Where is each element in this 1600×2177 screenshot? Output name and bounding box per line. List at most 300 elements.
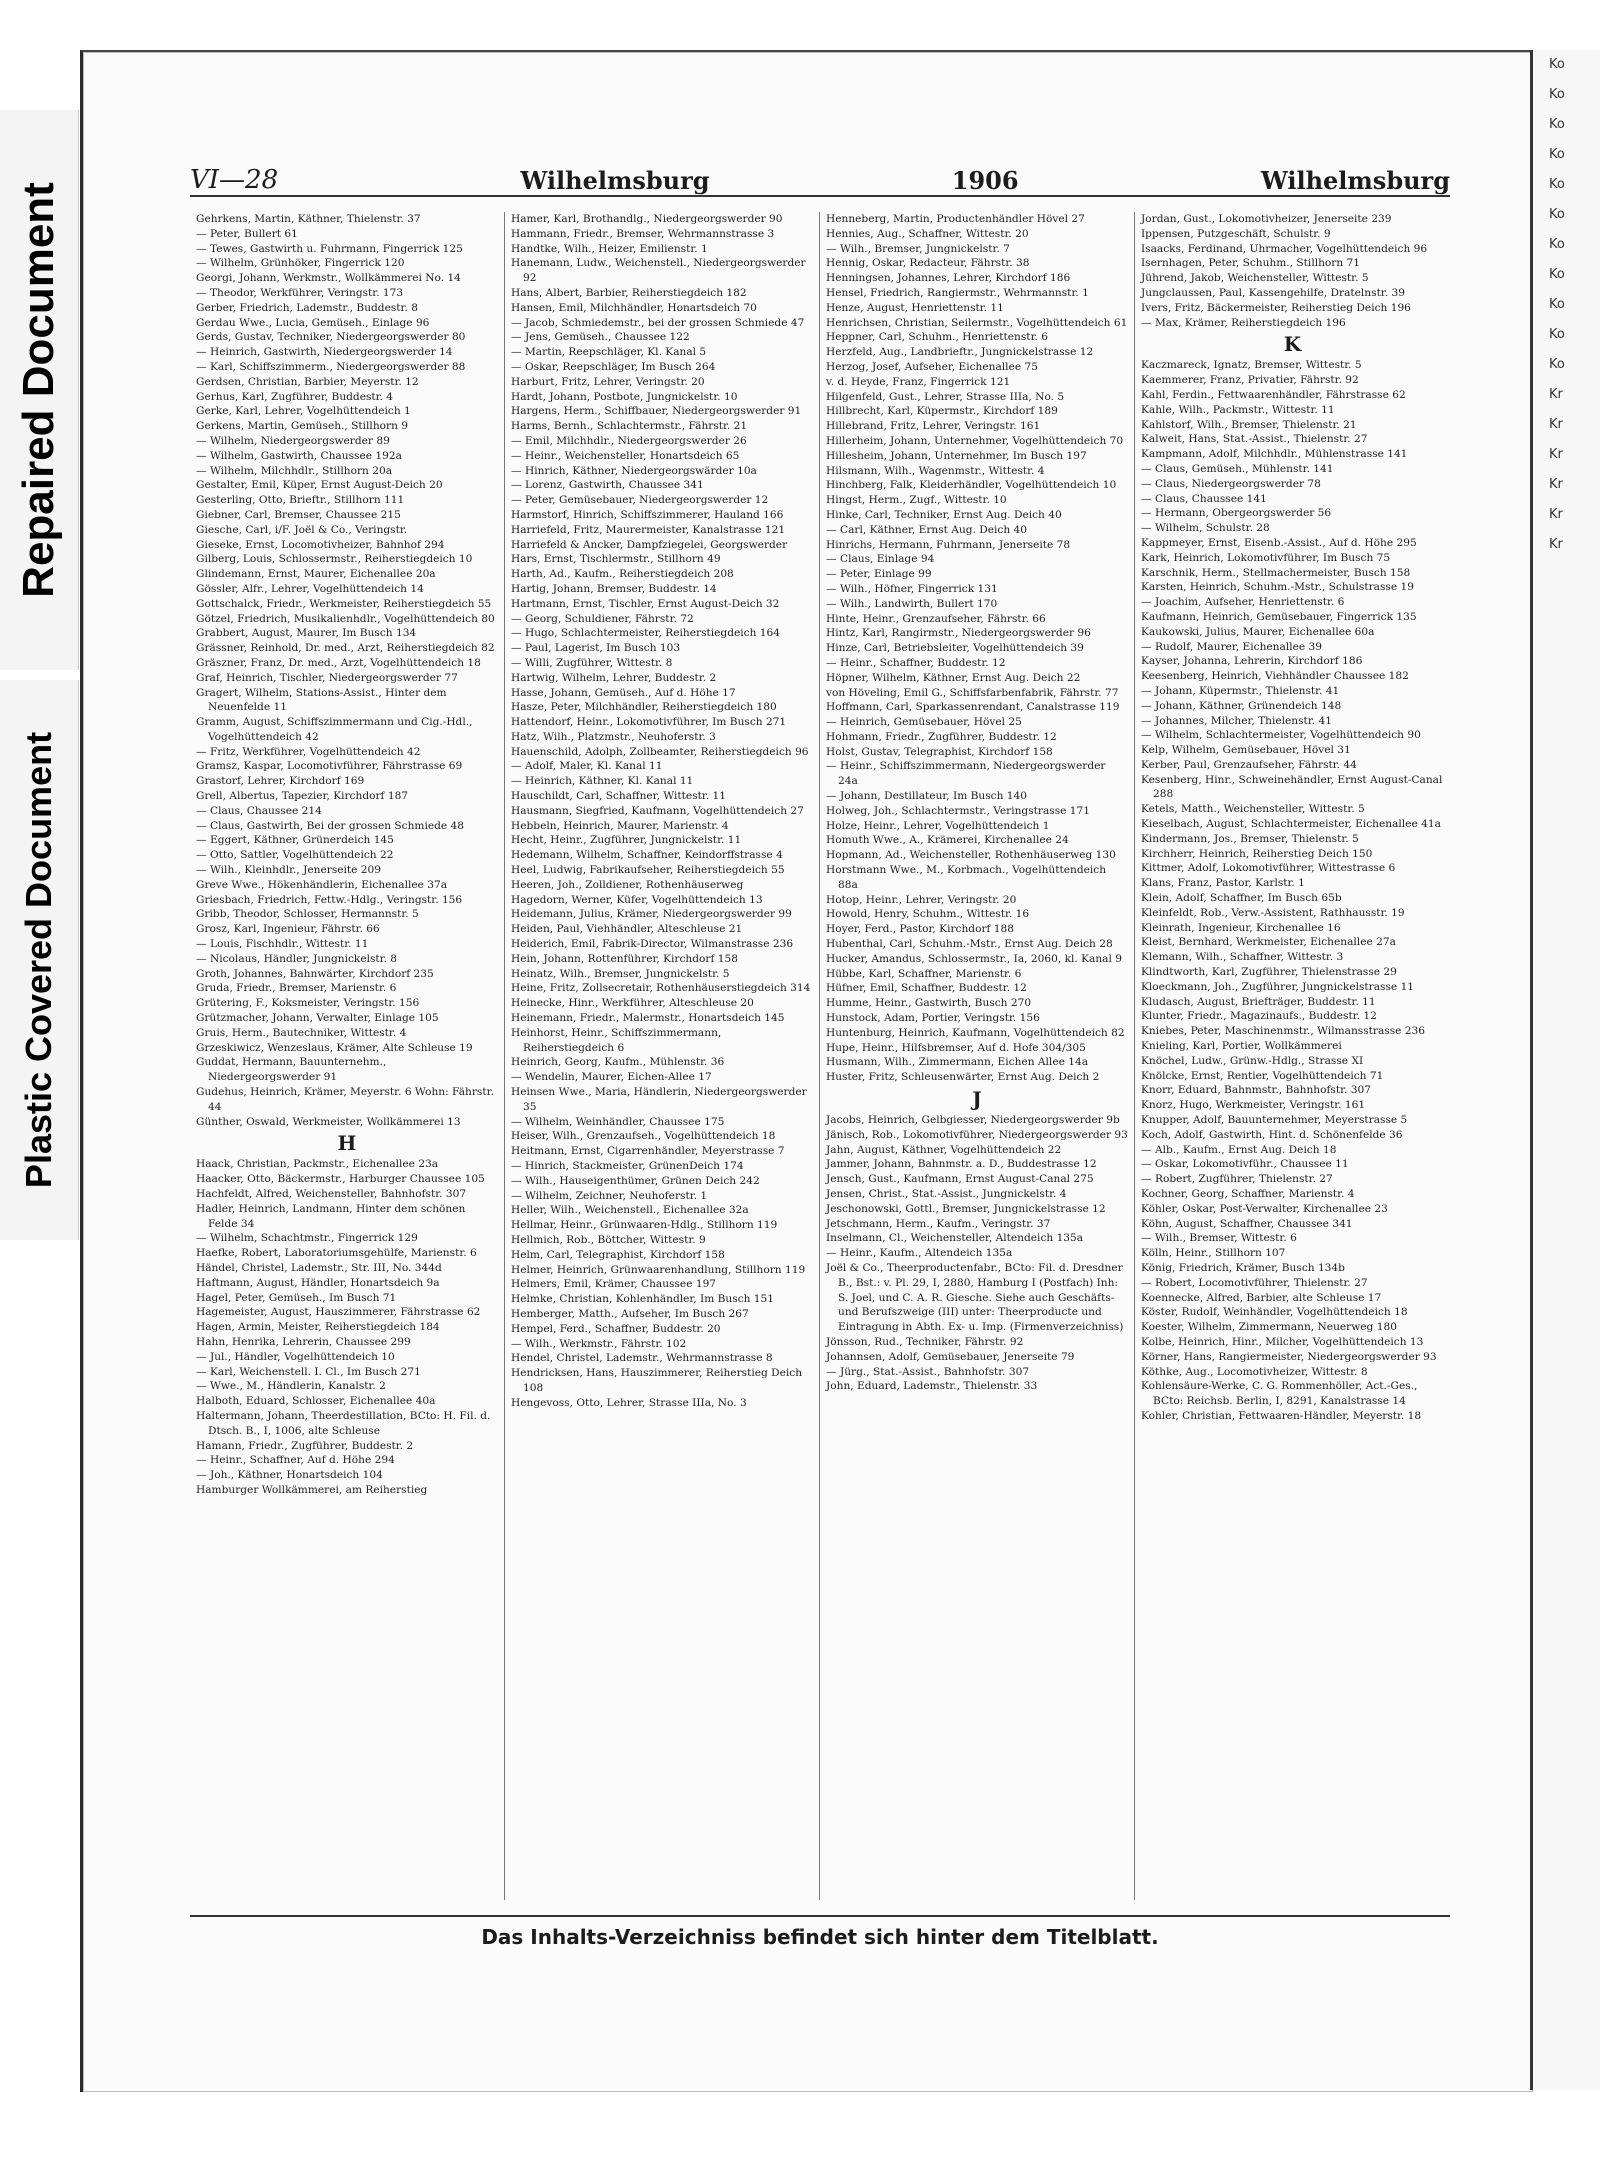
directory-entry: Haftmann, August, Händler, Honartsdeich 9a <box>196 1276 440 1289</box>
directory-entry: Heinrich, Georg, Kaufm., Mühlenstr. 36 <box>511 1056 725 1069</box>
directory-entry: Guddat, Hermann, Bauunternehm., Niedergeorgswerder 91 <box>196 1056 387 1084</box>
directory-entry: — Wilhelm, Schlachtermeister, Vogelhüttendeich 90 <box>1141 729 1421 742</box>
directory-entry: Jeschonowski, Gottl., Bremser, Jungnickelstrasse 12 <box>826 1202 1106 1215</box>
directory-entry: — Lorenz, Gastwirth, Chaussee 341 <box>511 479 704 492</box>
directory-entry: — Tewes, Gastwirth u. Fuhrmann, Fingerrick 125 <box>196 242 463 255</box>
directory-entry: Henrichsen, Christian, Seilermstr., Vogelhüttendeich 61 <box>826 316 1128 329</box>
directory-entry: Hinze, Carl, Betriebsleiter, Vogelhüttendeich 39 <box>826 642 1084 655</box>
directory-entry: Keesenberg, Heinrich, Viehhändler Chaussee 182 <box>1141 670 1409 683</box>
directory-entry: v. d. Heyde, Franz, Fingerrick 121 <box>826 375 1011 388</box>
directory-entry: König, Friedrich, Krämer, Busch 134b <box>1141 1261 1345 1274</box>
directory-entry: Harmstorf, Hinrich, Schiffszimmerer, Hauland 166 <box>511 508 784 521</box>
directory-entry: — Robert, Zugführer, Thielenstr. 27 <box>1141 1173 1333 1186</box>
directory-entry: Kappmeyer, Ernst, Eisenb.-Assist., Auf d. Höhe 295 <box>1141 536 1417 549</box>
directory-entry: Giesche, Carl, i/F. Joël & Co., Veringstr. <box>196 523 408 536</box>
directory-entry: — Paul, Lagerist, Im Busch 103 <box>511 642 681 655</box>
directory-entry: — Karl, Weichenstell. I. Cl., Im Busch 271 <box>196 1365 421 1378</box>
next-page-fragment: Kr <box>1549 507 1563 522</box>
directory-entry: Gerke, Karl, Lehrer, Vogelhüttendeich 1 <box>196 405 411 418</box>
directory-entry: Harth, Ad., Kaufm., Reiherstiegdeich 208 <box>511 568 734 581</box>
directory-entry: Graf, Heinrich, Tischler, Niedergeorgswerder 77 <box>196 671 458 684</box>
directory-entry: — Robert, Locomotivführer, Thielenstr. 27 <box>1141 1276 1368 1289</box>
directory-entry: — Joh., Käthner, Honartsdeich 104 <box>196 1469 383 1482</box>
footer-note: Das Inhalts-Verzeichniss befindet sich hinter dem Titelblatt. <box>190 1915 1450 1949</box>
directory-entry: Grell, Albertus, Tapezier, Kirchdorf 187 <box>196 790 409 803</box>
directory-entry: Hartig, Johann, Bremser, Buddestr. 14 <box>511 582 717 595</box>
directory-entry: Joël & Co., Theerproductenfabr., BCto: Fil. d. Dresdner B., Bst.: v. Pl. 29, I, 2880, Hamburg I (Postfach) Inh: S. Joel, und C. A. R. Giesche. Siehe auch Geschäfts- und Berufszweige (III) unter: Theerproducte und Eintragung in Abth. Ex- u. Imp. (Firmenverzeichniss) <box>826 1261 1124 1334</box>
directory-entry: Hunstock, Adam, Portier, Veringstr. 156 <box>826 1012 1040 1025</box>
directory-entry: — Heinrich, Gemüsebauer, Hövel 25 <box>826 716 1022 729</box>
directory-entry: — Wilh., Kleinhdlr., Jenerseite 209 <box>196 864 382 877</box>
column-3 <box>820 212 1135 1900</box>
directory-entry: Helm, Carl, Telegraphist, Kirchdorf 158 <box>511 1248 725 1261</box>
directory-entry: — Peter, Einlage 99 <box>826 568 932 581</box>
page-number: VI—28 <box>190 165 279 195</box>
directory-entry: Günther, Oswald, Werkmeister, Wollkämmerei 13 <box>196 1115 461 1128</box>
directory-entry: Hillebrand, Fritz, Lehrer, Veringstr. 161 <box>826 420 1041 433</box>
directory-entry: — Otto, Sattler, Vogelhüttendeich 22 <box>196 849 394 862</box>
directory-entry: Hasze, Peter, Milchhändler, Reiherstiegdeich 180 <box>511 701 777 714</box>
next-page-fragment: Ko <box>1549 207 1565 222</box>
directory-entry: Heiden, Paul, Viehhändler, Alteschleuse 21 <box>511 923 743 936</box>
directory-entry: — Johann, Destillateur, Im Busch 140 <box>826 790 1028 803</box>
directory-entry: Kaczmareck, Ignatz, Bremser, Wittestr. 5 <box>1141 359 1362 372</box>
header-right-title: Wilhelmsburg <box>1260 166 1450 195</box>
directory-entry: Heiderich, Emil, Fabrik-Director, Wilmanstrasse 236 <box>511 938 794 951</box>
directory-entry: — Heinr., Schaffner, Auf d. Höhe 294 <box>196 1454 395 1467</box>
directory-entry: Hebbeln, Heinrich, Maurer, Marienstr. 4 <box>511 819 729 832</box>
directory-entry: Gössler, Alfr., Lehrer, Vogelhüttendeich 14 <box>196 582 424 595</box>
directory-entry: Hagel, Peter, Gemüseh., Im Busch 71 <box>196 1291 397 1304</box>
next-page-fragment: Ko <box>1549 57 1565 72</box>
directory-entry: — Oskar, Reepschläger, Im Busch 264 <box>511 360 716 373</box>
directory-entry: Heinecke, Hinr., Werkführer, Alteschleuse 20 <box>511 997 754 1010</box>
directory-entry: Hartwig, Wilhelm, Lehrer, Buddestr. 2 <box>511 671 717 684</box>
directory-entry: Gottschalck, Friedr., Werkmeister, Reiherstiegdeich 55 <box>196 597 492 610</box>
directory-entry: Karsten, Heinrich, Schuhm.-Mstr., Schulstrasse 19 <box>1141 581 1414 594</box>
directory-entry: Hardt, Johann, Postbote, Jungnickelstr. 10 <box>511 390 738 403</box>
next-page-fragment: Ko <box>1549 147 1565 162</box>
directory-entry: Griesbach, Friedrich, Fettw.-Hdlg., Veringstr. 156 <box>196 893 463 906</box>
column-1 <box>190 212 505 1900</box>
directory-entry: Köster, Rudolf, Weinhändler, Vogelhüttendeich 18 <box>1141 1306 1408 1319</box>
directory-entry: Hengevoss, Otto, Lehrer, Strasse IIIa, No. 3 <box>511 1396 747 1409</box>
directory-entry: Kleist, Bernhard, Werkmeister, Eichenallee 27a <box>1141 936 1396 949</box>
directory-entry: Hinchberg, Falk, Kleiderhändler, Vogelhüttendeich 10 <box>826 479 1117 492</box>
directory-entry: Kaufmann, Heinrich, Gemüsebauer, Fingerrick 135 <box>1141 610 1417 623</box>
directory-entry: Gerkens, Martin, Gemüseh., Stillhorn 9 <box>196 420 409 433</box>
directory-entry: Giebner, Carl, Bremser, Chaussee 215 <box>196 508 401 521</box>
directory-entry: Kludasch, August, Briefträger, Buddestr. 11 <box>1141 995 1376 1008</box>
directory-entry: — Peter, Bullert 61 <box>196 227 298 240</box>
directory-entry: Kaemmerer, Franz, Privatier, Fährstr. 92 <box>1141 374 1359 387</box>
directory-entry: Kark, Heinrich, Lokomotivführer, Im Busch 75 <box>1141 551 1391 564</box>
directory-entry: — Karl, Schiffszimmerm., Niedergeorgswerder 88 <box>196 360 466 373</box>
directory-entry: Hauenschild, Adolph, Zollbeamter, Reiherstiegdeich 96 <box>511 745 809 758</box>
repaired-document-label: Repaired Document <box>14 182 64 598</box>
directory-entry: — Claus, Chaussee 141 <box>1141 492 1267 505</box>
directory-entry: Kochner, Georg, Schaffner, Marienstr. 4 <box>1141 1188 1355 1200</box>
next-page-edge <box>1530 50 1600 2090</box>
directory-entry: Knorz, Hugo, Werkmeister, Veringstr. 161 <box>1141 1099 1366 1112</box>
directory-entry: Haltermann, Johann, Theerdestillation, BCto: H. Fil. d. Dtsch. B., I, 1006, alte Schleuse <box>196 1409 491 1437</box>
directory-entry: — Max, Krämer, Reiherstiegdeich 196 <box>1141 316 1346 329</box>
directory-entry: — Wilh., Höfner, Fingerrick 131 <box>826 582 998 595</box>
directory-entry: Hillesheim, Johann, Unternehmer, Im Busch 197 <box>826 449 1087 462</box>
directory-entry: Kaukowski, Julius, Maurer, Eichenallee 60a <box>1141 625 1375 638</box>
directory-entry: Kerber, Paul, Grenzaufseher, Fährstr. 44 <box>1141 758 1357 771</box>
directory-entry: Huntenburg, Heinrich, Kaufmann, Vogelhüttendeich 82 <box>826 1026 1125 1039</box>
directory-entry: Henningsen, Johannes, Lehrer, Kirchdorf 186 <box>826 272 1071 285</box>
directory-entry: Heidemann, Julius, Krämer, Niedergeorgswerder 99 <box>511 908 792 921</box>
directory-entry: Hachfeldt, Alfred, Weichensteller, Bahnhofstr. 307 <box>196 1188 467 1200</box>
directory-entry: — Heinrich, Käthner, Kl. Kanal 11 <box>511 775 694 788</box>
directory-entry: Helmke, Christian, Kohlenhändler, Im Busch 151 <box>511 1293 775 1306</box>
directory-entry: Kolbe, Heinrich, Hinr., Milcher, Vogelhüttendeich 13 <box>1141 1335 1424 1348</box>
directory-entry: Gerds, Gustav, Techniker, Niedergeorgswerder 80 <box>196 331 466 344</box>
directory-entry: Klans, Franz, Pastor, Karlstr. 1 <box>1141 877 1305 890</box>
directory-entry: Heinsen Wwe., Maria, Händlerin, Niedergeorgswerder 35 <box>511 1086 807 1113</box>
directory-entry: Kölln, Heinr., Stillhorn 107 <box>1141 1247 1286 1260</box>
directory-entry: Hendel, Christel, Lademstr., Wehrmannstrasse 8 <box>511 1352 773 1365</box>
directory-entry: Jensch, Gust., Kaufmann, Ernst August-Canal 275 <box>826 1173 1094 1186</box>
directory-entry: Holweg, Joh., Schlachtermstr., Veringstrasse 171 <box>826 804 1091 817</box>
directory-entry: Heel, Ludwig, Fabrikaufseher, Reiherstiegdeich 55 <box>511 864 785 877</box>
next-page-fragment: Ko <box>1549 237 1565 252</box>
directory-entry: — Fritz, Werkführer, Vogelhüttendeich 42 <box>196 745 421 758</box>
directory-entry: Hagedorn, Werner, Küfer, Vogelhüttendeich 13 <box>511 893 763 906</box>
directory-entry: Huster, Fritz, Schleusenwärter, Ernst Aug. Deich 2 <box>826 1071 1100 1084</box>
directory-entry: Handtke, Wilh., Heizer, Emilienstr. 1 <box>511 242 708 255</box>
directory-entry: Herzfeld, Aug., Landbrieftr., Jungnickelstrasse 12 <box>826 346 1094 359</box>
directory-entry: Kleinrath, Ingenieur, Kirchenallee 16 <box>1141 921 1341 934</box>
directory-entry: Husmann, Wilh., Zimmermann, Eichen Allee 14a <box>826 1056 1089 1069</box>
directory-entry: Halboth, Eduard, Schlosser, Eichenallee 40a <box>196 1395 436 1408</box>
directory-entry: Gestalter, Emil, Küper, Ernst August-Deich 20 <box>196 479 443 492</box>
directory-entry: Hansen, Emil, Milchhändler, Honartsdeich 70 <box>511 301 757 314</box>
directory-entry: Kahlstorf, Wilh., Bremser, Thielenstr. 21 <box>1141 418 1357 431</box>
directory-entry: Horstmann Wwe., M., Korbmach., Vogelhüttendeich 88a <box>826 864 1107 891</box>
directory-entry: — Heinr., Schaffner, Buddestr. 12 <box>826 656 1006 669</box>
directory-entry: Klunter, Friedr., Magazinaufs., Buddestr. 12 <box>1141 1010 1377 1023</box>
directory-entry: Helmer, Heinrich, Grünwaarenhandlung, Stillhorn 119 <box>511 1263 806 1276</box>
directory-entry: Kindermann, Jos., Bremser, Thielenstr. 5 <box>1141 832 1359 845</box>
directory-entry: Heiser, Wilh., Grenzaufseh., Vogelhüttendeich 18 <box>511 1130 776 1143</box>
directory-entry: Heinhorst, Heinr., Schiffszimmermann, Reiherstiegdeich 6 <box>511 1026 722 1054</box>
directory-entry: — Eggert, Käthner, Grünerdeich 145 <box>196 834 394 847</box>
directory-entry: Georgi, Johann, Werkmstr., Wollkämmerei No. 14 <box>196 272 461 285</box>
directory-entry: Hartmann, Ernst, Tischler, Ernst August-Deich 32 <box>511 597 780 610</box>
directory-entry: Hahn, Henrika, Lehrerin, Chaussee 299 <box>196 1335 411 1348</box>
directory-entry: — Oskar, Lokomotivführ., Chaussee 11 <box>1141 1158 1349 1171</box>
next-page-fragment: Kr <box>1549 477 1563 492</box>
directory-entry: Jührend, Jakob, Weichensteller, Wittestr. 5 <box>1141 272 1369 285</box>
next-page-fragment: Ko <box>1549 357 1565 372</box>
directory-entry: Haacker, Otto, Bäckermstr., Harburger Chaussee 105 <box>196 1173 485 1186</box>
directory-entry: Jahn, August, Käthner, Vogelhüttendeich 22 <box>826 1143 1062 1156</box>
directory-entry: Gragert, Wilhelm, Stations-Assist., Hinter dem Neuenfelde 11 <box>196 686 447 714</box>
next-page-fragment: Kr <box>1549 537 1563 552</box>
directory-entry: — Wilhelm, Zeichner, Neuhoferstr. 1 <box>511 1189 708 1202</box>
directory-entry: Hellmich, Rob., Böttcher, Wittestr. 9 <box>511 1233 706 1246</box>
directory-entry: Klindtworth, Karl, Zugführer, Thielenstrasse 29 <box>1141 966 1397 979</box>
directory-entry: — Emil, Milchhdlr., Niedergeorgswerder 26 <box>511 434 747 447</box>
directory-entry: Hennig, Oskar, Redacteur, Fährstr. 38 <box>826 257 1030 270</box>
directory-entry: Grzeskiwicz, Wenzeslaus, Krämer, Alte Schleuse 19 <box>196 1041 473 1054</box>
directory-entry: Köhn, August, Schaffner, Chaussee 341 <box>1141 1217 1353 1230</box>
directory-entry: Hinrichs, Hermann, Fuhrmann, Jenerseite 78 <box>826 538 1071 551</box>
plastic-covered-tab <box>0 680 79 1240</box>
next-page-fragment: Ko <box>1549 267 1565 282</box>
page-header <box>190 155 1450 197</box>
directory-entry: Ketels, Matth., Weichensteller, Wittestr. 5 <box>1141 803 1365 816</box>
directory-entry: Götzel, Friedrich, Musikalienhdlr., Vogelhüttendeich 80 <box>196 612 495 625</box>
directory-entry: — Jürg., Stat.-Assist., Bahnhofstr. 307 <box>826 1365 1030 1378</box>
directory-entry: Jungclaussen, Paul, Kassengehilfe, Dratelnstr. 39 <box>1141 286 1405 299</box>
directory-entry: Hauschildt, Carl, Schaffner, Wittestr. 11 <box>511 790 726 803</box>
directory-entry: Humme, Heinr., Gastwirth, Busch 270 <box>826 997 1032 1010</box>
directory-entry: — Wilhelm, Schachtmstr., Fingerrick 129 <box>196 1232 418 1245</box>
directory-entry: Inselmann, Cl., Weichensteller, Altendeich 135a <box>826 1232 1084 1245</box>
directory-entry: Gräszner, Franz, Dr. med., Arzt, Vogelhüttendeich 18 <box>196 656 481 669</box>
directory-entry: — Wilh., Landwirth, Bullert 170 <box>826 597 998 610</box>
directory-entry: — Jacob, Schmiedemstr., bei der grossen Schmiede 47 <box>511 316 805 329</box>
directory-entry: Homuth Wwe., A., Krämerei, Kirchenallee 24 <box>826 834 1069 847</box>
directory-entry: Knorr, Eduard, Bahnmstr., Bahnhofstr. 307 <box>1141 1084 1371 1097</box>
directory-entry: Kirchherr, Heinrich, Reiherstieg Deich 150 <box>1141 847 1373 860</box>
directory-entry: Hübbe, Karl, Schaffner, Marienstr. 6 <box>826 967 1022 980</box>
directory-entry: Hagemeister, August, Hauszimmerer, Fährstrasse 62 <box>196 1306 481 1319</box>
directory-entry: Hein, Johann, Rottenführer, Kirchdorf 158 <box>511 952 738 965</box>
directory-entry: Glindemann, Ernst, Maurer, Eichenallee 20a <box>196 568 436 581</box>
directory-entry: Kelp, Wilhelm, Gemüsebauer, Hövel 31 <box>1141 744 1351 757</box>
directory-entry: Hellmar, Heinr., Grünwaaren-Hdlg., Stillhorn 119 <box>511 1219 778 1232</box>
directory-entry: Knöchel, Ludw., Grünw.-Hdlg., Strasse XI <box>1141 1054 1364 1067</box>
directory-entry: Haefke, Robert, Laboratoriumsgehülfe, Marienstr. 6 <box>196 1247 477 1260</box>
directory-entry: Hatz, Wilh., Platzmstr., Neuhoferstr. 3 <box>511 730 716 743</box>
directory-entry: Heinemann, Friedr., Malermstr., Honartsdeich 145 <box>511 1012 785 1025</box>
directory-entry: — Wendelin, Maurer, Eichen-Allee 17 <box>511 1071 712 1084</box>
directory-entry: Hinke, Carl, Techniker, Ernst Aug. Deich 40 <box>826 508 1062 521</box>
directory-entry: Gerdau Wwe., Lucia, Gemüseh., Einlage 96 <box>196 316 430 329</box>
directory-entry: Hoffmann, Carl, Sparkassenrendant, Canalstrasse 119 <box>826 701 1120 714</box>
directory-entry: — Wilh., Bremser, Wittestr. 6 <box>1141 1232 1297 1245</box>
directory-entry: Kesenberg, Hinr., Schweinehändler, Ernst August-Canal 288 <box>1141 773 1443 801</box>
header-left-title: Wilhelmsburg <box>520 166 710 195</box>
directory-entry: Harriefeld, Fritz, Maurermeister, Kanalstrasse 121 <box>511 523 786 536</box>
directory-entry: Gramm, August, Schiffszimmermann und Cig.-Hdl., Vogelhüttendeich 42 <box>196 716 473 743</box>
directory-entry: Gruis, Herm., Bautechniker, Wittestr. 4 <box>196 1026 407 1039</box>
directory-entry: Hopmann, Ad., Weichensteller, Rothenhäuserweg 130 <box>826 849 1116 862</box>
directory-entry: Hagen, Armin, Meister, Reiherstiegdeich 184 <box>196 1321 440 1334</box>
plastic-covered-label: Plastic Covered Document <box>18 731 60 1189</box>
directory-entry: Gilberg, Louis, Schlossermstr., Reiherstiegdeich 10 <box>196 553 473 566</box>
directory-entry: Holst, Gustav, Telegraphist, Kirchdorf 158 <box>826 745 1053 758</box>
directory-entry: Knupper, Adolf, Bauunternehmer, Meyerstrasse 5 <box>1141 1114 1408 1127</box>
directory-entry: Kahle, Wilh., Packmstr., Wittestr. 11 <box>1141 403 1335 416</box>
directory-entry: Körner, Hans, Rangiermeister, Niedergeorgswerder 93 <box>1141 1350 1437 1363</box>
directory-entry: Hillerheim, Johann, Unternehmer, Vogelhüttendeich 70 <box>826 434 1124 447</box>
directory-entry: Hillbrecht, Karl, Küpermstr., Kirchdorf 189 <box>826 405 1058 418</box>
next-page-fragment: Ko <box>1549 297 1565 312</box>
directory-entry: Hedemann, Wilhelm, Schaffner, Keindorffstrasse 4 <box>511 849 783 862</box>
directory-entry: Knölcke, Ernst, Rentier, Vogelhüttendeich 71 <box>1141 1069 1384 1082</box>
directory-entry: — Wilhelm, Weinhändler, Chaussee 175 <box>511 1115 725 1128</box>
directory-entry: Händel, Christel, Lademstr., Str. III, No. 344d <box>196 1261 442 1274</box>
directory-entry: Henze, August, Henriettenstr. 11 <box>826 301 1004 314</box>
column-2 <box>505 212 820 1900</box>
directory-entry: Hingst, Herm., Zugf., Wittestr. 10 <box>826 494 1007 507</box>
directory-entry: Hamburger Wollkämmerei, am Reiherstieg <box>196 1483 428 1496</box>
directory-entry: Jänisch, Rob., Lokomotivführer, Niedergeorgswerder 93 <box>826 1128 1128 1141</box>
directory-entry: — Claus, Gastwirth, Bei der grossen Schmiede 48 <box>196 819 465 832</box>
section-letter: J <box>972 1087 982 1112</box>
directory-entry: — Claus, Niedergeorgswerder 78 <box>1141 477 1321 490</box>
directory-entry: Grütering, F., Koksmeister, Veringstr. 156 <box>196 997 420 1010</box>
directory-entry: Karschnik, Herm., Stellmachermeister, Busch 158 <box>1141 566 1411 579</box>
directory-entry: Heppner, Carl, Schuhm., Henriettenstr. 6 <box>826 331 1048 344</box>
directory-entry: Jensen, Christ., Stat.-Assist., Jungnickelstr. 4 <box>826 1188 1067 1200</box>
directory-entry: Grosz, Karl, Ingenieur, Fährstr. 66 <box>196 923 380 936</box>
directory-entry: Koester, Wilhelm, Zimmermann, Neuerweg 180 <box>1141 1321 1397 1334</box>
directory-entry: Gehrkens, Martin, Käthner, Thielenstr. 37 <box>196 213 421 225</box>
directory-entry: Greve Wwe., Hökenhändlerin, Eichenallee 37a <box>196 878 448 891</box>
directory-entry: Knieling, Karl, Portier, Wollkämmerei <box>1141 1040 1342 1053</box>
directory-entry: — Wwe., M., Händlerin, Kanalstr. 2 <box>196 1380 386 1393</box>
directory-entry: — Alb., Kaufm., Ernst Aug. Deich 18 <box>1141 1143 1337 1156</box>
directory-entry: Hargens, Herm., Schiffbauer, Niedergeorgswerder 91 <box>511 405 802 418</box>
directory-entry: Henneberg, Martin, Productenhändler Hövel 27 <box>826 213 1085 225</box>
directory-entry: — Joachim, Aufseher, Henriettenstr. 6 <box>1141 596 1345 609</box>
directory-entry: Jacobs, Heinrich, Gelbgiesser, Niedergeorgswerder 9b <box>826 1114 1120 1127</box>
directory-entry: Heeren, Joh., Zolldiener, Rothenhäuserweg <box>511 878 744 891</box>
directory-entry: Höpner, Wilhelm, Käthner, Ernst Aug. Deich 22 <box>826 671 1081 684</box>
directory-entry: Kampmann, Adolf, Milchhdlr., Mühlenstrasse 141 <box>1141 448 1408 461</box>
directory-entry: John, Eduard, Lademstr., Thielenstr. 33 <box>826 1380 1038 1393</box>
directory-entry: Klein, Adolf, Schaffner, Im Busch 65b <box>1141 892 1342 905</box>
directory-entry: Harms, Bernh., Schlachtermstr., Fährstr. 21 <box>511 420 748 433</box>
directory-entry: — Carl, Käthner, Ernst Aug. Deich 40 <box>826 523 1028 536</box>
directory-entry: Grässner, Reinhold, Dr. med., Arzt, Reiherstiegdeich 82 <box>196 642 495 655</box>
directory-entry: — Heinr., Weichensteller, Honartsdeich 65 <box>511 449 740 462</box>
directory-entry: Koennecke, Alfred, Barbier, alte Schleuse 17 <box>1141 1291 1382 1304</box>
directory-entry: Helmers, Emil, Krämer, Chaussee 197 <box>511 1278 717 1291</box>
directory-entry: — Claus, Einlage 94 <box>826 553 935 566</box>
directory-entry: Hendricksen, Hans, Hauszimmerer, Reiherstieg Deich 108 <box>511 1367 803 1394</box>
next-page-fragment: Kr <box>1549 417 1563 432</box>
directory-entry: Ivers, Fritz, Bäckermeister, Reiherstieg Deich 196 <box>1141 301 1411 314</box>
column-4 <box>1135 212 1450 1900</box>
directory-entry: Gesterling, Otto, Brieftr., Stillhorn 111 <box>196 494 405 507</box>
next-page-fragment: Kr <box>1549 387 1563 402</box>
directory-entry: Heinatz, Wilh., Bremser, Jungnickelstr. 5 <box>511 967 730 980</box>
directory-entry: Hubenthal, Carl, Schuhm.-Mstr., Ernst Aug. Deich 28 <box>826 938 1113 951</box>
section-letter: H <box>337 1131 357 1156</box>
directory-entry: — Peter, Gemüsebauer, Niedergeorgswerder 12 <box>511 494 769 507</box>
directory-entry: Hans, Albert, Barbier, Reiherstiegdeich 182 <box>511 286 747 299</box>
directory-entry: — Wilhelm, Gastwirth, Chaussee 192a <box>196 449 402 462</box>
directory-entry: Isernhagen, Peter, Schuhm., Stillhorn 71 <box>1141 257 1361 270</box>
directory-entry: — Wilh., Hauseigenthümer, Grünen Deich 242 <box>511 1174 760 1187</box>
directory-entry: Klemann, Wilh., Schaffner, Wittestr. 3 <box>1141 951 1344 964</box>
directory-entry: Jammer, Johann, Bahnmstr. a. D., Buddestrasse 12 <box>826 1158 1097 1171</box>
directory-entry: Hempel, Ferd., Schaffner, Buddestr. 20 <box>511 1322 721 1335</box>
directory-entry: Hecht, Heinr., Zugführer, Jungnickelstr. 11 <box>511 834 742 847</box>
directory-entry: — Louis, Fischhdlr., Wittestr. 11 <box>196 938 369 951</box>
directory-entry: — Hinrich, Käthner, Niedergeorgswärder 10a <box>511 464 757 477</box>
directory-entry: Hupe, Heinr., Hilfsbremser, Auf d. Hofe 304/305 <box>826 1041 1086 1054</box>
directory-entry: Hammann, Friedr., Bremser, Wehrmannstrasse 3 <box>511 227 775 240</box>
directory-entry: Köhler, Oskar, Post-Verwalter, Kirchenallee 23 <box>1141 1202 1388 1215</box>
directory-entry: Gerber, Friedrich, Lademstr., Buddestr. 8 <box>196 301 418 314</box>
directory-entry: Gruda, Friedr., Bremser, Marienstr. 6 <box>196 982 397 995</box>
directory-entry: Johannsen, Adolf, Gemüsebauer, Jenerseite 79 <box>826 1350 1075 1363</box>
directory-entry: — Theodor, Werkführer, Veringstr. 173 <box>196 286 404 299</box>
directory-entry: Hadler, Heinrich, Landmann, Hinter dem schönen Felde 34 <box>196 1202 466 1230</box>
directory-entry: Hamann, Friedr., Zugführer, Buddestr. 2 <box>196 1439 414 1452</box>
directory-entry: — Jens, Gemüseh., Chaussee 122 <box>511 331 690 344</box>
next-page-fragment: Ko <box>1549 327 1565 342</box>
directory-entry: Hennies, Aug., Schaffner, Wittestr. 20 <box>826 227 1029 240</box>
directory-entry: Hilgenfeld, Gust., Lehrer, Strasse IIIa, No. 5 <box>826 390 1065 403</box>
directory-entry: — Martin, Reepschläger, Kl. Kanal 5 <box>511 346 707 359</box>
directory-entry: Ippensen, Putzgeschäft, Schulstr. 9 <box>1141 227 1331 240</box>
directory-entry: Kleinfeldt, Rob., Verw.-Assistent, Rathhausstr. 19 <box>1141 906 1405 919</box>
directory-entry: Gramsz, Kaspar, Locomotivführer, Fährstrasse 69 <box>196 760 463 773</box>
directory-columns <box>190 212 1450 1900</box>
directory-entry: Gerdsen, Christian, Barbier, Meyerstr. 12 <box>196 375 419 388</box>
directory-entry: Kloeckmann, Joh., Zugführer, Jungnickelstrasse 11 <box>1141 980 1415 993</box>
section-letter: K <box>1283 332 1302 357</box>
directory-entry: — Nicolaus, Händler, Jungnickelstr. 8 <box>196 952 398 965</box>
directory-entry: Kniebes, Peter, Maschinenmstr., Wilmansstrasse 236 <box>1141 1025 1426 1038</box>
directory-entry: — Johannes, Milcher, Thielenstr. 41 <box>1141 714 1332 727</box>
directory-entry: Jetschmann, Herm., Kaufm., Veringstr. 37 <box>826 1217 1051 1230</box>
directory-entry: Herzog, Josef, Aufseher, Eichenallee 75 <box>826 360 1038 373</box>
directory-entry: Kittmer, Adolf, Lokomotivführer, Wittestrasse 6 <box>1141 862 1396 875</box>
directory-entry: — Heinrich, Gastwirth, Niedergeorgswerder 14 <box>196 346 453 359</box>
directory-entry: — Claus, Gemüseh., Mühlenstr. 141 <box>1141 462 1334 475</box>
directory-entry: — Willi, Zugführer, Wittestr. 8 <box>511 656 673 669</box>
directory-entry: Jordan, Gust., Lokomotivheizer, Jenerseite 239 <box>1141 213 1392 225</box>
directory-entry: Groth, Johannes, Bahnwärter, Kirchdorf 235 <box>196 967 434 980</box>
directory-entry: Hintz, Karl, Rangirmstr., Niedergeorgswerder 96 <box>826 627 1091 640</box>
directory-entry: — Wilhelm, Milchhdlr., Stillhorn 20a <box>196 464 393 477</box>
next-page-fragment: Ko <box>1549 87 1565 102</box>
directory-entry: — Hugo, Schlachtermeister, Reiherstiegdeich 164 <box>511 627 780 640</box>
directory-entry: Kalweit, Hans, Stat.-Assist., Thielenstr. 27 <box>1141 433 1368 446</box>
directory-entry: Hattendorf, Heinr., Lokomotivführer, Im Busch 271 <box>511 716 787 729</box>
repaired-document-tab <box>0 110 79 670</box>
directory-entry: — Claus, Chaussee 214 <box>196 804 322 817</box>
directory-entry: Jönsson, Rud., Techniker, Fährstr. 92 <box>826 1335 1024 1348</box>
directory-entry: — Heinr., Schiffszimmermann, Niedergeorgswerder 24a <box>826 760 1106 788</box>
directory-entry: Heller, Wilh., Weichenstell., Eichenallee 32a <box>511 1204 749 1217</box>
directory-entry: Haack, Christian, Packmstr., Eichenallee 23a <box>196 1158 439 1171</box>
directory-entry: — Rudolf, Maurer, Eichenallee 39 <box>1141 640 1322 653</box>
directory-entry: Kohler, Christian, Fettwaaren-Händler, Meyerstr. 18 <box>1141 1409 1422 1422</box>
directory-entry: Hausmann, Siegfried, Kaufmann, Vogelhüttendeich 27 <box>511 804 804 817</box>
directory-entry: Kayser, Johanna, Lehrerin, Kirchdorf 186 <box>1141 655 1363 668</box>
directory-entry: Hars, Ernst, Tischlermstr., Stillhorn 49 <box>511 553 721 566</box>
directory-entry: — Jul., Händler, Vogelhüttendeich 10 <box>196 1350 395 1363</box>
directory-entry: Koch, Adolf, Gastwirth, Hint. d. Schönenfelde 36 <box>1141 1128 1403 1141</box>
directory-entry: Grützmacher, Johann, Verwalter, Einlage 105 <box>196 1012 439 1025</box>
directory-entry: Heitmann, Ernst, Cigarrenhändler, Meyerstrasse 7 <box>511 1145 785 1158</box>
directory-entry: Grastorf, Lehrer, Kirchdorf 169 <box>196 775 365 788</box>
directory-entry: Heine, Fritz, Zollsecretair, Rothenhäuserstiegdeich 314 <box>511 982 811 995</box>
directory-entry: Hüfner, Emil, Schaffner, Buddestr. 12 <box>826 982 1027 995</box>
